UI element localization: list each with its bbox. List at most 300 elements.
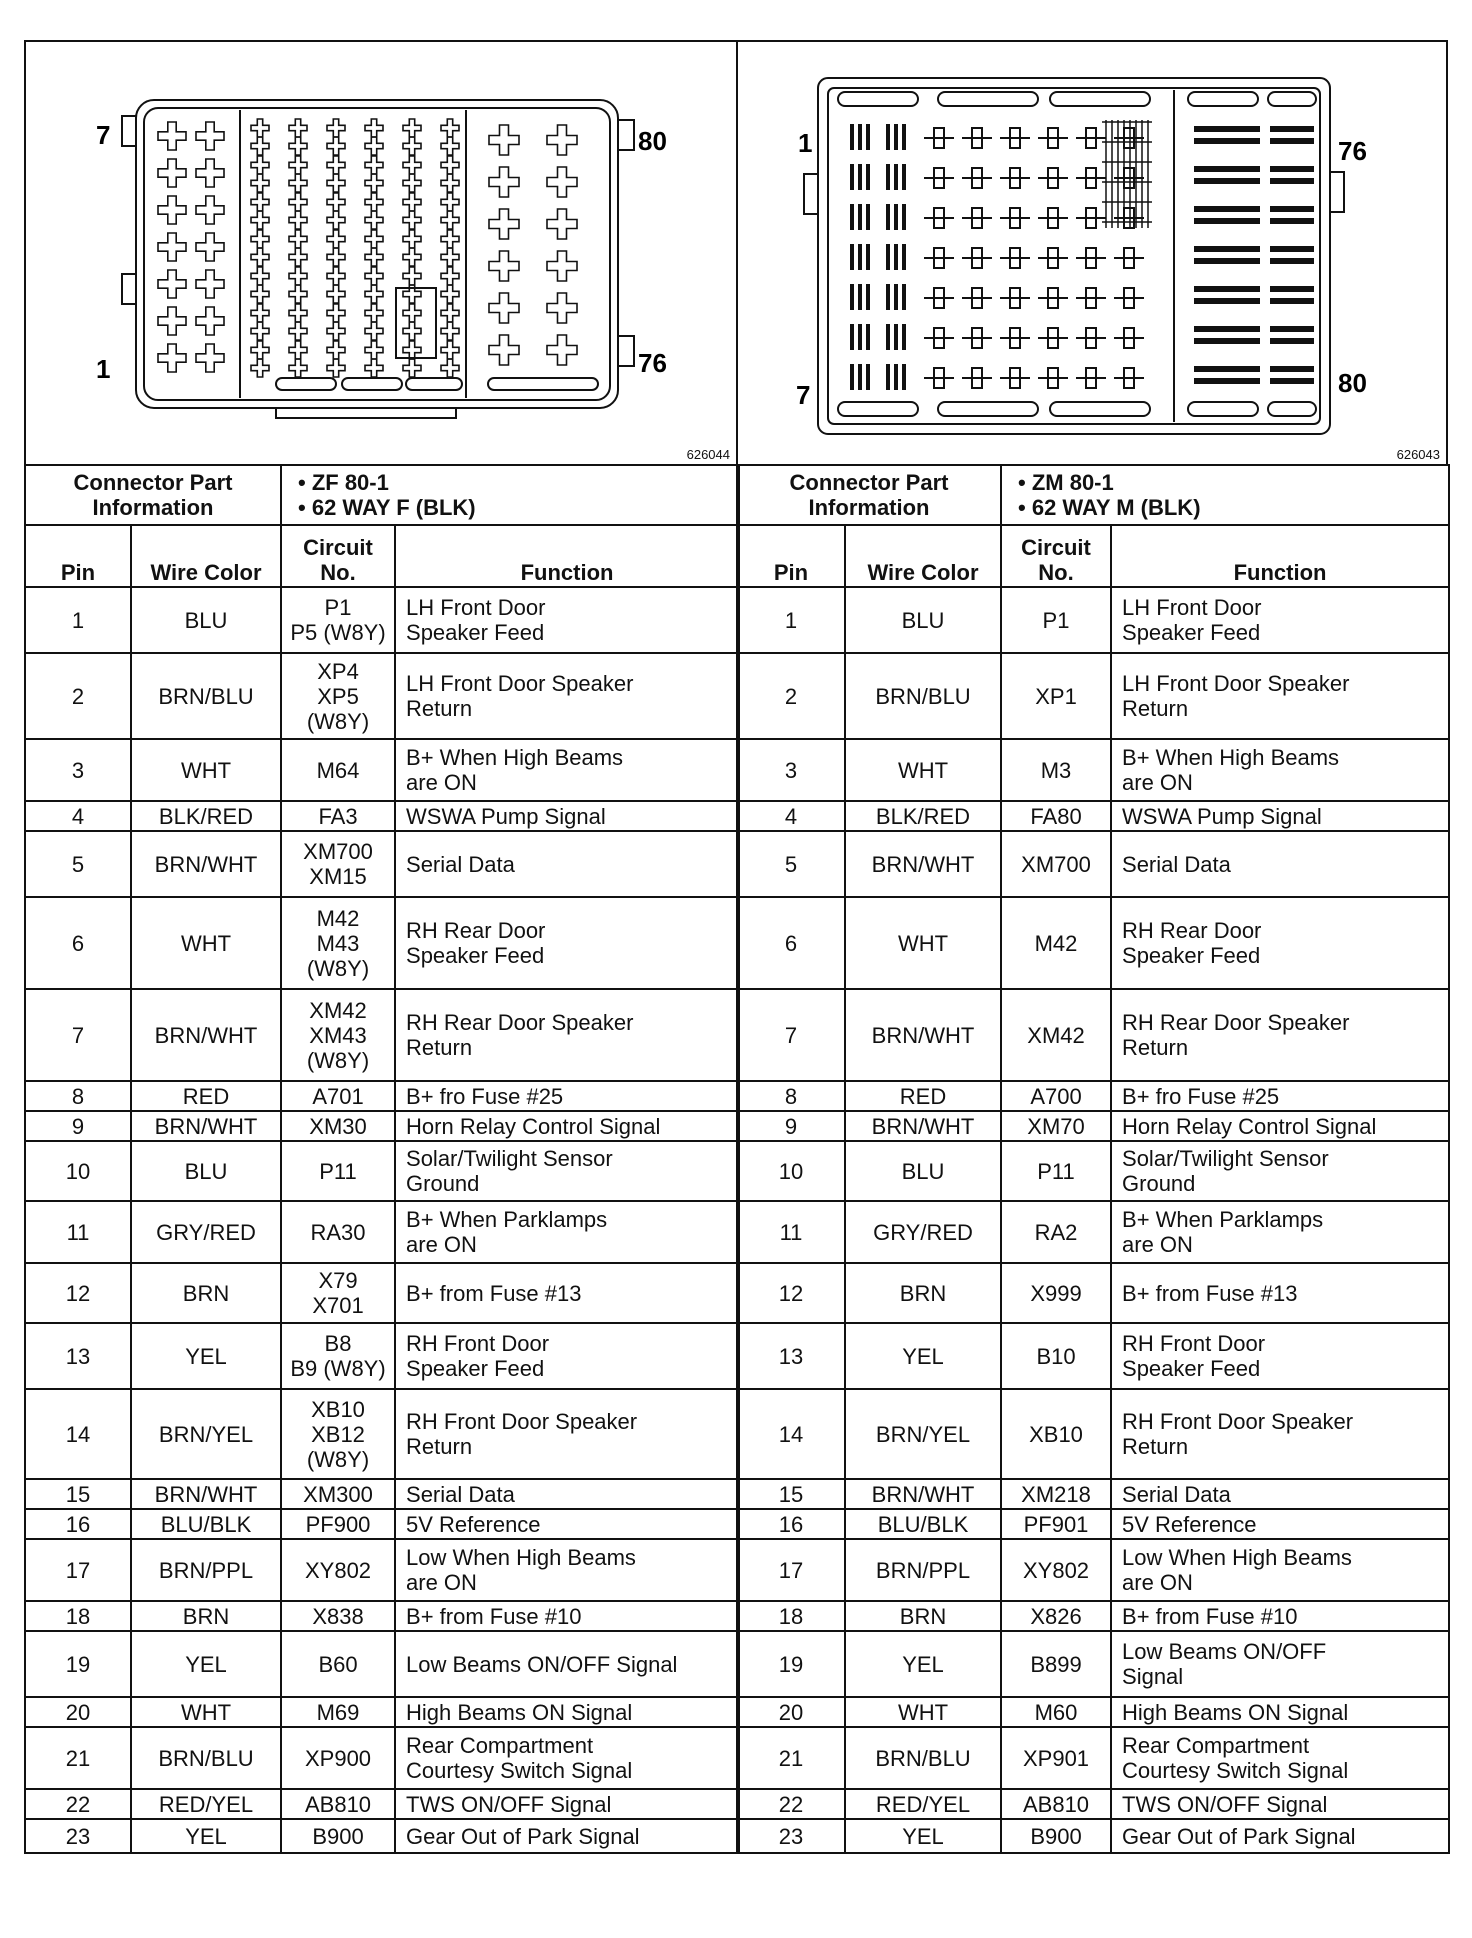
wire-color-cell: BRN/WHT [845,989,1001,1081]
bottom-slot [1050,402,1150,416]
pin-cell: 4 [737,801,845,831]
function-cell: High Beams ON Signal [395,1697,739,1727]
circuit-cell: XM700 [1001,831,1111,897]
wire-color-cell: BRN [131,1263,281,1323]
terminal-cavity [158,270,186,298]
connector-part-line: • 62 WAY M (BLK) [1018,495,1201,520]
circuit-cell: XM42 [1001,989,1111,1081]
wire-color-cell: RED [131,1081,281,1111]
wire-color-cell: BRN [845,1263,1001,1323]
circuit-cell: RA2 [1001,1201,1111,1263]
function-cell: Low When High Beams are ON [395,1539,739,1601]
function-cell: LH Front Door Speaker Return [395,653,739,739]
table-row [25,1509,739,1539]
large-terminal-cavity [489,335,519,365]
lock-slot [276,378,336,390]
terminal-cavity [251,322,269,340]
circuit-cell: XM70 [1001,1111,1111,1141]
header-row [25,525,739,587]
blade-pin [858,164,862,190]
table-row [25,1789,739,1819]
function-cell: Solar/Twilight Sensor Ground [1111,1141,1449,1201]
circuit-cell: B900 [281,1819,395,1853]
pin-cell: 17 [737,1539,845,1601]
function-cell: Low Beams ON/OFF Signal [1111,1631,1449,1697]
pin-cell: 4 [25,801,131,831]
circuit-cell: X79 X701 [281,1263,395,1323]
diagram-label-80: 80 [1338,368,1367,398]
pin-cell: 21 [25,1727,131,1789]
blade-pin [886,204,890,230]
large-terminal-cavity [547,293,577,323]
function-cell: B+ from Fuse #13 [395,1263,739,1323]
large-blade [1270,326,1314,332]
large-terminal-cavity [547,167,577,197]
terminal-cavity [327,193,345,211]
table-row [25,989,739,1081]
wire-color-cell: BRN/WHT [845,1111,1001,1141]
blade-pin [858,124,862,150]
top-slot [938,92,1038,106]
blade-pin [886,284,890,310]
pin-cell: 22 [25,1789,131,1819]
pin-cell: 8 [737,1081,845,1111]
circuit-cell: AB810 [281,1789,395,1819]
terminal-cavity [196,344,224,372]
large-blade [1194,206,1260,212]
function-cell: Serial Data [1111,1479,1449,1509]
pin-cell: 15 [737,1479,845,1509]
connector-part-info-label: Connector Part Information [737,465,1001,525]
function-cell: RH Front Door Speaker Return [395,1389,739,1479]
table-row [737,1727,1449,1789]
wire-color-cell: WHT [131,739,281,801]
large-terminal-cavity [489,209,519,239]
latch-tab [1330,172,1344,212]
wire-color-cell: YEL [845,1819,1001,1853]
table-row [737,1389,1449,1479]
wire-color-cell: WHT [131,897,281,989]
wire-color-cell: BLK/RED [131,801,281,831]
pin-cell: 5 [25,831,131,897]
pin-cell: 8 [25,1081,131,1111]
lock-slot [406,378,462,390]
blade-pin [850,284,854,310]
terminal-cavity [158,196,186,224]
pin-cell: 12 [25,1263,131,1323]
latch-tab [804,174,818,214]
table-row [737,1539,1449,1601]
pin-cell: 21 [737,1727,845,1789]
wire-color-cell: BLU [131,1141,281,1201]
terminal-cavity [251,304,269,322]
circuit-cell: M69 [281,1697,395,1727]
function-cell: TWS ON/OFF Signal [395,1789,739,1819]
terminal-cavity [327,341,345,359]
female-connector-diagram [26,42,736,464]
col-header-circuit: Circuit No. [281,525,395,587]
function-cell: RH Rear Door Speaker Return [395,989,739,1081]
circuit-cell: M42 M43 (W8Y) [281,897,395,989]
table-row [25,1601,739,1631]
terminal-cavity [441,285,459,303]
circuit-cell: A701 [281,1081,395,1111]
function-cell: B+ from Fuse #10 [395,1601,739,1631]
latch-tab [618,120,634,150]
function-cell: Horn Relay Control Signal [1111,1111,1449,1141]
large-blade [1194,126,1260,132]
col-header-wire-color: Wire Color [131,525,281,587]
blade-pin [858,244,862,270]
right-connector-figure [736,40,1448,466]
terminal-cavity [403,230,421,248]
terminal-cavity [403,119,421,137]
terminal-cavity [289,137,307,155]
circuit-cell: X838 [281,1601,395,1631]
pin-cell: 23 [737,1819,845,1853]
terminal-cavity [403,248,421,266]
function-cell: RH Rear Door Speaker Return [1111,989,1449,1081]
large-terminal-cavity [547,335,577,365]
terminal-cavity [289,322,307,340]
pin-cell: 22 [737,1789,845,1819]
table-row [25,1697,739,1727]
blade-pin [886,324,890,350]
blade-pin [894,204,898,230]
blade-pin [894,364,898,390]
circuit-cell: XY802 [1001,1539,1111,1601]
terminal-cavity [251,341,269,359]
table-row [737,1697,1449,1727]
latch-tab [122,274,136,304]
terminal-cavity [158,344,186,372]
circuit-cell: B10 [1001,1323,1111,1389]
terminal-cavity [441,267,459,285]
diagram-label-76: 76 [1338,136,1367,166]
wire-color-cell: BRN/BLU [845,653,1001,739]
large-blade [1270,286,1314,292]
terminal-cavity [441,304,459,322]
terminal-cavity [196,159,224,187]
terminal-cavity [251,211,269,229]
pin-cell: 1 [737,587,845,653]
terminal-cavity [365,304,383,322]
col-header-pin: Pin [737,525,845,587]
pin-cell: 20 [25,1697,131,1727]
circuit-cell: XY802 [281,1539,395,1601]
circuit-cell: XM300 [281,1479,395,1509]
wire-color-cell: BRN/BLU [845,1727,1001,1789]
table-row [25,1819,739,1853]
table-row [737,1819,1449,1853]
figure-id: 626043 [1396,447,1440,462]
wire-color-cell: BRN/WHT [845,831,1001,897]
wire-color-cell: RED [845,1081,1001,1111]
large-terminal-cavity [489,251,519,281]
circuit-cell: B899 [1001,1631,1111,1697]
terminal-cavity [365,285,383,303]
blade-pin [886,164,890,190]
function-cell: B+ fro Fuse #25 [1111,1081,1449,1111]
wire-color-cell: BLK/RED [845,801,1001,831]
blade-pin [902,244,906,270]
circuit-cell: XP1 [1001,653,1111,739]
table-row [737,1323,1449,1389]
table-row [737,1479,1449,1509]
circuit-cell: FA3 [281,801,395,831]
wire-color-cell: BLU/BLK [845,1509,1001,1539]
pin-cell: 9 [25,1111,131,1141]
function-cell: RH Front Door Speaker Feed [1111,1323,1449,1389]
blade-pin [850,124,854,150]
terminal-cavity [441,193,459,211]
pin-cell: 5 [737,831,845,897]
terminal-cavity [441,119,459,137]
wire-color-cell: BRN [845,1601,1001,1631]
wire-color-cell: BRN/PPL [131,1539,281,1601]
diagram-label-80: 80 [638,126,667,156]
function-cell: Low Beams ON/OFF Signal [395,1631,739,1697]
function-cell: LH Front Door Speaker Feed [395,587,739,653]
table-row [737,1111,1449,1141]
circuit-cell: XP900 [281,1727,395,1789]
blade-pin [902,124,906,150]
blade-pin [894,124,898,150]
wire-color-cell: BRN/BLU [131,653,281,739]
terminal-cavity [196,270,224,298]
large-blade [1194,166,1260,172]
wire-color-cell: WHT [845,897,1001,989]
bottom-slot [1268,402,1316,416]
function-cell: 5V Reference [1111,1509,1449,1539]
terminal-cavity [251,248,269,266]
terminal-cavity [365,137,383,155]
pin-cell: 16 [737,1509,845,1539]
bottom-slot [838,402,918,416]
circuit-cell: RA30 [281,1201,395,1263]
terminal-cavity [365,248,383,266]
function-cell: B+ from Fuse #13 [1111,1263,1449,1323]
large-blade [1270,138,1314,144]
table-row [737,1631,1449,1697]
lock-slot [342,378,402,390]
male-connector-diagram [738,42,1446,464]
table-row [25,1111,739,1141]
connector-foot [276,408,456,418]
function-cell: B+ from Fuse #10 [1111,1601,1449,1631]
blade-pin [902,364,906,390]
terminal-cavity [327,304,345,322]
table-row [737,1081,1449,1111]
table-row [737,1601,1449,1631]
col-header-function: Function [1111,525,1449,587]
terminal-cavity [251,267,269,285]
wire-color-cell: BRN/WHT [131,1479,281,1509]
terminal-cavity [365,230,383,248]
blade-pin [902,204,906,230]
left-pinout-table [24,464,740,1854]
wire-color-cell: BRN/WHT [131,989,281,1081]
wire-color-cell: BRN/WHT [845,1479,1001,1509]
function-cell: High Beams ON Signal [1111,1697,1449,1727]
connector-part-info [281,465,739,525]
function-cell: TWS ON/OFF Signal [1111,1789,1449,1819]
pin-cell: 18 [25,1601,131,1631]
circuit-cell: B60 [281,1631,395,1697]
wire-color-cell: BRN/BLU [131,1727,281,1789]
terminal-cavity [196,307,224,335]
pin-cell: 16 [25,1509,131,1539]
wire-color-cell: BLU [845,1141,1001,1201]
terminal-cavity [365,156,383,174]
blade-pin [858,364,862,390]
table-row [25,1479,739,1509]
terminal-cavity [441,341,459,359]
top-slot [1050,92,1150,106]
blade-pin [858,284,862,310]
table-row [25,1727,739,1789]
circuit-cell: XB10 [1001,1389,1111,1479]
blade-pin [866,124,870,150]
pin-cell: 6 [737,897,845,989]
terminal-cavity [289,193,307,211]
wire-color-cell: YEL [131,1631,281,1697]
large-blade [1194,138,1260,144]
pin-cell: 1 [25,587,131,653]
connector-part-line: • ZM 80-1 [1018,470,1114,495]
function-cell: Low When High Beams are ON [1111,1539,1449,1601]
terminal-cavity [327,174,345,192]
terminal-cavity [365,211,383,229]
terminal-cavity [289,174,307,192]
blade-pin [902,164,906,190]
female-connector-body [122,100,634,418]
wire-color-cell: GRY/RED [131,1201,281,1263]
wire-color-cell: WHT [131,1697,281,1727]
table-row [25,1141,739,1201]
large-blade [1270,246,1314,252]
blade-pin [894,284,898,310]
pin-cell: 13 [25,1323,131,1389]
function-cell: Gear Out of Park Signal [395,1819,739,1853]
circuit-cell: B8 B9 (W8Y) [281,1323,395,1389]
circuit-cell: AB810 [1001,1789,1111,1819]
circuit-cell: X999 [1001,1263,1111,1323]
terminal-cavity [289,304,307,322]
diagram-label-76: 76 [638,348,667,378]
terminal-cavity [251,359,269,377]
pin-cell: 13 [737,1323,845,1389]
table-row [25,1631,739,1697]
blade-pin [850,324,854,350]
terminal-cavity [251,137,269,155]
table-row [25,1201,739,1263]
pin-cell: 2 [737,653,845,739]
terminal-cavity [289,211,307,229]
blade-pin [886,244,890,270]
pin-cell: 19 [25,1631,131,1697]
blade-pin [894,164,898,190]
large-terminal-cavity [489,167,519,197]
large-terminal-cavity [489,293,519,323]
terminal-cavity [327,322,345,340]
pin-cell: 2 [25,653,131,739]
blade-pin [866,204,870,230]
terminal-cavity [327,248,345,266]
table-row [25,1263,739,1323]
terminal-cavity [441,230,459,248]
terminal-cavity [403,267,421,285]
terminal-cavity [327,267,345,285]
top-slot [1188,92,1258,106]
blade-pin [886,124,890,150]
circuit-cell: M3 [1001,739,1111,801]
diagram-label-1: 1 [96,354,111,384]
terminal-cavity [158,307,186,335]
wire-color-cell: BLU [845,587,1001,653]
pin-cell: 23 [25,1819,131,1853]
terminal-cavity [441,137,459,155]
wire-color-cell: BRN/YEL [131,1389,281,1479]
large-blade [1194,218,1260,224]
function-cell: Serial Data [395,1479,739,1509]
large-blade [1270,206,1314,212]
large-blade [1194,246,1260,252]
large-terminal-cavity [547,209,577,239]
bottom-slot [1188,402,1258,416]
male-connector-body [804,78,1344,434]
circuit-cell: P1 [1001,587,1111,653]
blade-pin [866,164,870,190]
circuit-cell: M60 [1001,1697,1111,1727]
function-cell: B+ When High Beams are ON [395,739,739,801]
terminal-cavity [251,174,269,192]
table-row [25,831,739,897]
latch-tab [618,336,634,366]
large-blade [1270,166,1314,172]
terminal-cavity [289,119,307,137]
right-pinout-table [736,464,1450,1854]
blade-pin [866,364,870,390]
wire-color-cell: BRN/WHT [131,1111,281,1141]
terminal-cavity [289,248,307,266]
table-row [737,653,1449,739]
terminal-cavity [158,159,186,187]
pin-cell: 3 [25,739,131,801]
terminal-cavity [158,233,186,261]
terminal-cavity [251,119,269,137]
top-slot [1268,92,1316,106]
table-row [737,989,1449,1081]
wire-color-cell: BRN/WHT [131,831,281,897]
terminal-cavity [289,156,307,174]
col-header-wire-color: Wire Color [845,525,1001,587]
wire-color-cell: YEL [845,1631,1001,1697]
blade-pin [894,244,898,270]
pin-cell: 14 [25,1389,131,1479]
circuit-cell: XB10 XB12 (W8Y) [281,1389,395,1479]
terminal-cavity [158,122,186,150]
terminal-cavity [365,322,383,340]
function-cell: Rear Compartment Courtesy Switch Signal [395,1727,739,1789]
terminal-cavity [365,119,383,137]
function-cell: RH Front Door Speaker Return [1111,1389,1449,1479]
terminal-cavity [403,341,421,359]
connector-part-line: • 62 WAY F (BLK) [298,495,476,520]
table-row [25,653,739,739]
pin-cell: 9 [737,1111,845,1141]
diagram-label-7: 7 [796,380,811,410]
